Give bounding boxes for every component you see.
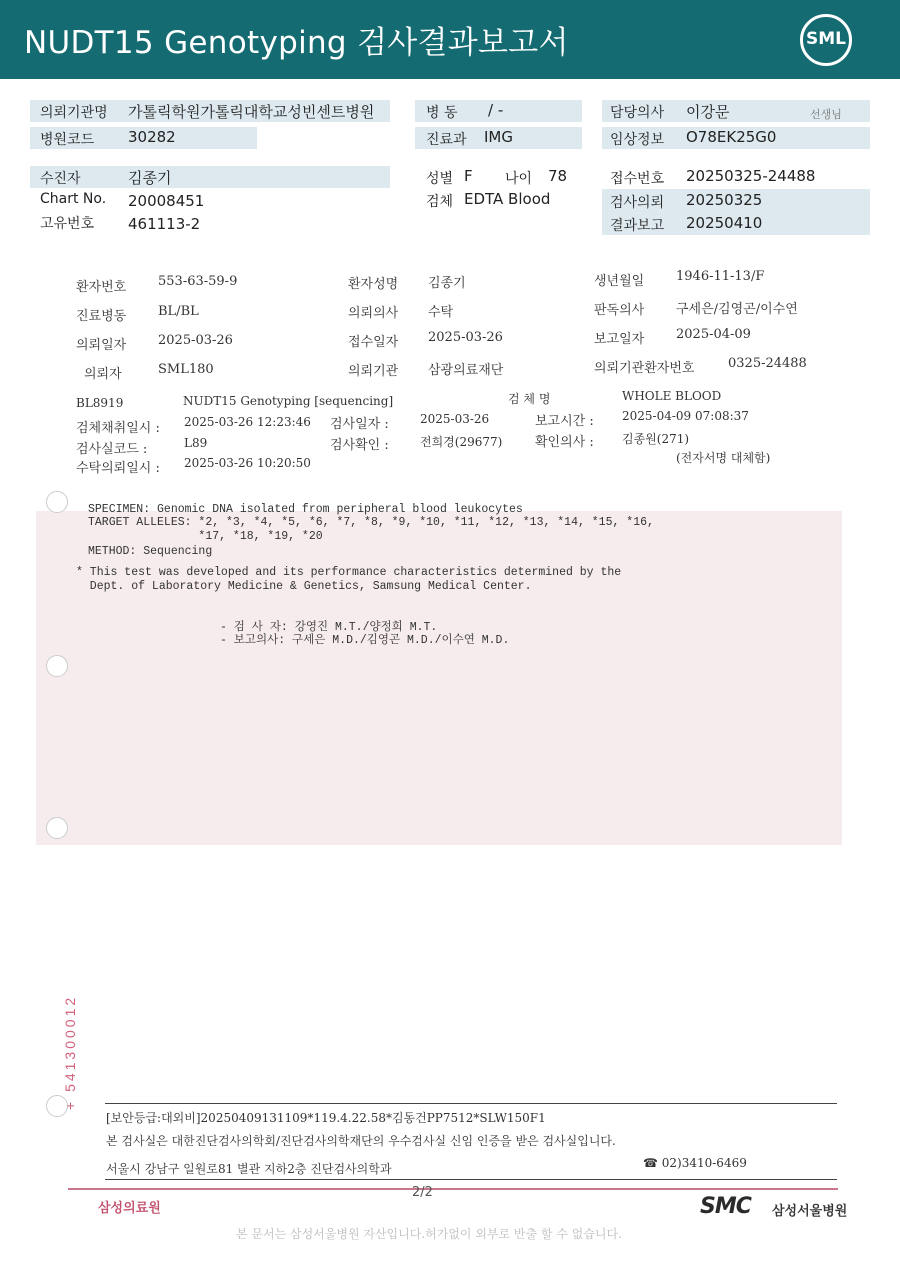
report-label: 결과보고 (610, 218, 665, 234)
clinical-value: O78EK25G0 (686, 128, 777, 146)
scan-lab-code-value: L89 (184, 436, 208, 450)
punch-hole (46, 817, 68, 839)
dept-value: IMG (484, 128, 513, 146)
report-line-specimen: SPECIMEN: Genomic DNA isolated from peripheral blood leukocytes (88, 503, 523, 516)
scan-requester-value: SML180 (158, 362, 214, 377)
chart-label: Chart No. (40, 191, 107, 207)
scan-ward-label: 진료병동 (76, 309, 127, 324)
request-value: 20250325 (686, 191, 763, 209)
scan-exam-confirm-label: 검사확인 : (330, 438, 389, 453)
report-line-alleles: TARGET ALLELES: *2, *3, *4, *5, *6, *7, *8, *9, *10, *11, *12, *13, *14, *15, *16, (88, 516, 654, 529)
scan-outsource-value: 2025-03-26 10:20:50 (184, 456, 311, 470)
scan-patient-name-label: 환자성명 (348, 277, 399, 292)
footer-security: [보안등급:대외비]20250409131109*119.4.22.58*김동건PP7512*SLW150F1 (106, 1111, 546, 1125)
patient-value: 김종기 (128, 169, 172, 187)
punch-hole (46, 655, 68, 677)
scan-req-inst-label: 의뢰기관 (348, 364, 399, 379)
scan-requester-label: 의뢰자 (84, 367, 122, 382)
smc-logo: SMC (700, 1194, 751, 1219)
patient-label: 수진자 (40, 171, 81, 187)
scan-patient-no-value: 553-63-59-9 (158, 274, 238, 289)
clinical-label: 임상정보 (610, 132, 665, 148)
ward-value: / - (488, 101, 504, 119)
scan-specimen-value: WHOLE BLOOD (622, 389, 722, 403)
scan-exam-confirm-value: 전희경(29677) (420, 435, 503, 449)
scan-inst-patient-label: 의뢰기관환자번호 (594, 361, 695, 376)
page-number: 2/2 (412, 1185, 433, 1200)
scan-confirm-doc-value: 김종원(271) (622, 432, 690, 446)
scan-lab-code-label: 검사실코드 : (76, 442, 148, 457)
scan-exam-date-label: 검사일자 : (330, 417, 389, 432)
punch-hole (46, 491, 68, 513)
scan-patient-no-label: 환자번호 (76, 280, 127, 295)
report-body-area (36, 511, 842, 845)
unique-label: 고유번호 (40, 216, 95, 232)
ward-label: 병 동 (426, 105, 458, 121)
scan-reading-doctor-label: 판독의사 (594, 303, 645, 318)
unique-value: 461113-2 (128, 215, 201, 233)
footer-red-line (68, 1188, 838, 1190)
report-line-method: METHOD: Sequencing (88, 545, 213, 558)
specimen-value: EDTA Blood (464, 190, 551, 208)
scan-confirm-doc-label: 확인의사 : (535, 435, 594, 450)
scan-ward-value: BL/BL (158, 304, 199, 319)
institution-value: 가톨릭학원가톨릭대학교성빈센트병원 (128, 103, 375, 121)
chart-value: 20008451 (128, 192, 205, 210)
scan-req-doctor-label: 의뢰의사 (348, 306, 399, 321)
scan-collect-value: 2025-03-26 12:23:46 (184, 415, 311, 429)
scan-outsource-label: 수탁의뢰일시 : (76, 461, 160, 476)
footer-phone: ☎ 02)3410-6469 (643, 1156, 747, 1170)
scan-birth-value: 1946-11-13/F (676, 269, 765, 284)
report-header (0, 0, 900, 79)
institution-label: 의뢰기관명 (40, 105, 108, 121)
report-line-examiner: - 검 사 자: 강영진 M.T./양정희 M.T. (220, 621, 438, 634)
scan-report-date-label: 보고일자 (594, 332, 645, 347)
scan-esign-note: (전자서명 대체함) (676, 451, 771, 465)
footer-rule (105, 1103, 837, 1104)
vertical-serial-number: + 541300012 (62, 994, 78, 1110)
specimen-label: 검체 (426, 194, 454, 210)
patient-bar (30, 166, 390, 188)
sex-label: 성별 (426, 171, 454, 187)
scan-collect-label: 검체채취일시 : (76, 421, 160, 436)
footer-certification: 본 검사실은 대한진단검사의학회/진단검사의학재단의 우수검사실 신임 인증을 받은 검사실입니다. (106, 1134, 616, 1148)
doctor-label: 담당의사 (610, 105, 665, 121)
left-brand: 삼성의료원 (98, 1201, 161, 1216)
report-line-note-cont: Dept. of Laboratory Medicine & Genetics, Samsung Medical Center. (76, 580, 532, 593)
scan-req-doctor-value: 수탁 (428, 305, 454, 320)
sml-logo (800, 14, 852, 66)
request-label: 검사의뢰 (610, 195, 665, 211)
report-value: 20250410 (686, 214, 763, 232)
scan-report-time-value: 2025-04-09 07:08:37 (622, 409, 749, 423)
ownership-notice: 본 문서는 삼성서울병원 자산입니다.허가없이 외부로 반출 할 수 없습니다. (236, 1227, 622, 1241)
report-line-reporter: - 보고의사: 구세은 M.D./김영곤 M.D./이수연 M.D. (220, 634, 510, 647)
scan-specimen-label: 검 체 명 (508, 392, 551, 406)
sml-logo-text: SML (806, 29, 846, 49)
hospital-code-label: 병원코드 (40, 132, 95, 148)
scan-req-date-value: 2025-03-26 (158, 333, 233, 348)
sex-value: F (464, 167, 473, 185)
report-line-note: * This test was developed and its performance characteristics determined by the (76, 566, 622, 579)
doctor-suffix: 선생님 (810, 108, 842, 121)
report-line-alleles-cont: *17, *18, *19, *20 (88, 530, 323, 543)
receipt-label: 접수번호 (610, 171, 665, 187)
scan-test-code: BL8919 (76, 396, 124, 410)
footer-rule (105, 1179, 837, 1180)
age-label: 나이 (505, 171, 533, 187)
report-title: NUDT15 Genotyping 검사결과보고서 (24, 25, 569, 61)
footer-address: 서울시 강남구 일원로81 별관 지하2층 진단검사의학과 (106, 1162, 392, 1176)
scan-reading-doctor-value: 구세은/김영곤/이수연 (676, 302, 798, 317)
scan-req-date-label: 의뢰일자 (76, 338, 127, 353)
age-value: 78 (548, 167, 568, 185)
receipt-value: 20250325-24488 (686, 167, 816, 185)
scan-birth-label: 생년월일 (594, 274, 645, 289)
doctor-value: 이강문 (686, 103, 730, 121)
scan-patient-name-value: 김종기 (428, 276, 466, 291)
scan-report-date-value: 2025-04-09 (676, 327, 751, 342)
dept-label: 진료과 (426, 132, 467, 148)
hospital-code-value: 30282 (128, 128, 176, 146)
smc-name: 삼성서울병원 (772, 1204, 848, 1219)
scan-inst-patient-value: 0325-24488 (728, 356, 807, 371)
scan-exam-date-value: 2025-03-26 (420, 412, 490, 426)
scan-recv-date-value: 2025-03-26 (428, 330, 503, 345)
scan-recv-date-label: 접수일자 (348, 335, 399, 350)
scan-report-time-label: 보고시간 : (535, 414, 594, 429)
scan-test-name: NUDT15 Genotyping [sequencing] (183, 394, 394, 408)
scan-req-inst-value: 삼광의료재단 (428, 363, 504, 378)
